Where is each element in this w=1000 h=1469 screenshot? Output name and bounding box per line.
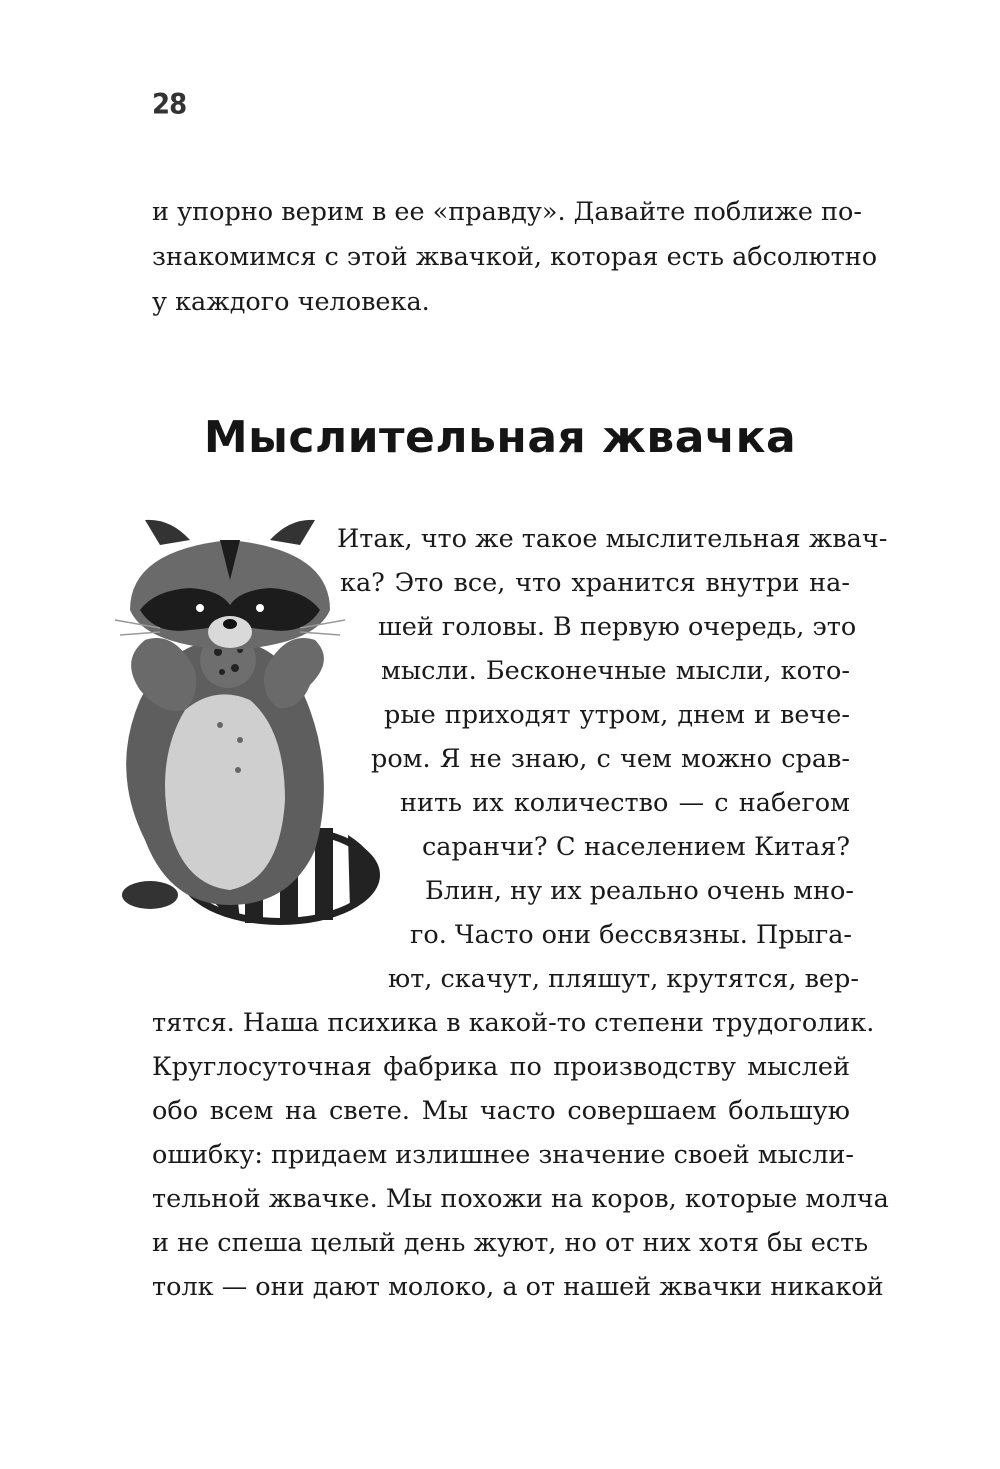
body-line: тятся. Наша психика в какой-то степени трудоголик. (152, 1008, 875, 1038)
body-line: тельной жвачке. Мы похожи на коров, которые молча (152, 1184, 889, 1214)
body-line: мысли. Бесконечные мысли, кото- (381, 656, 850, 686)
body-line: рые приходят утром, днем и вече- (384, 700, 850, 730)
intro-line: и упорно верим в ее «правду». Давайте поближе по- (152, 197, 862, 227)
body-line: ошибку: придаем излишнее значение своей мысли- (152, 1140, 855, 1170)
intro-line: знакомимся с этой жвачкой, которая есть абсолютно (152, 242, 878, 272)
intro-line: у каждого человека. (152, 287, 430, 317)
body-line: шей головы. В первую очередь, это (378, 612, 857, 642)
body-line: и не спеша целый день жуют, но от них хотя бы есть (152, 1228, 869, 1258)
body-line: ют, скачут, пляшут, крутятся, вер- (388, 964, 859, 994)
section-title: Мыслительная жвачка (203, 412, 797, 463)
page-number: 28 (152, 88, 187, 122)
body-line: нить их количество — с набегом (400, 788, 850, 818)
body-line: Итак, что же такое мыслительная жвач- (337, 524, 888, 554)
body-line: ка? Это все, что хранится внутри на- (340, 568, 850, 598)
body-line: саранчи? С населением Китая? (422, 832, 850, 862)
body-line: Блин, ну их реально очень мно- (425, 876, 854, 906)
body-line: толк — они дают молоко, а от нашей жвачки никакой (152, 1272, 884, 1302)
body-line: ром. Я не знаю, с чем можно срав- (371, 744, 850, 774)
body-line: го. Часто они бессвязны. Прыга- (410, 920, 853, 950)
body-line: Круглосуточная фабрика по производству мыслей (152, 1052, 850, 1082)
body-line: обо всем на свете. Мы часто совершаем большую (152, 1096, 850, 1126)
